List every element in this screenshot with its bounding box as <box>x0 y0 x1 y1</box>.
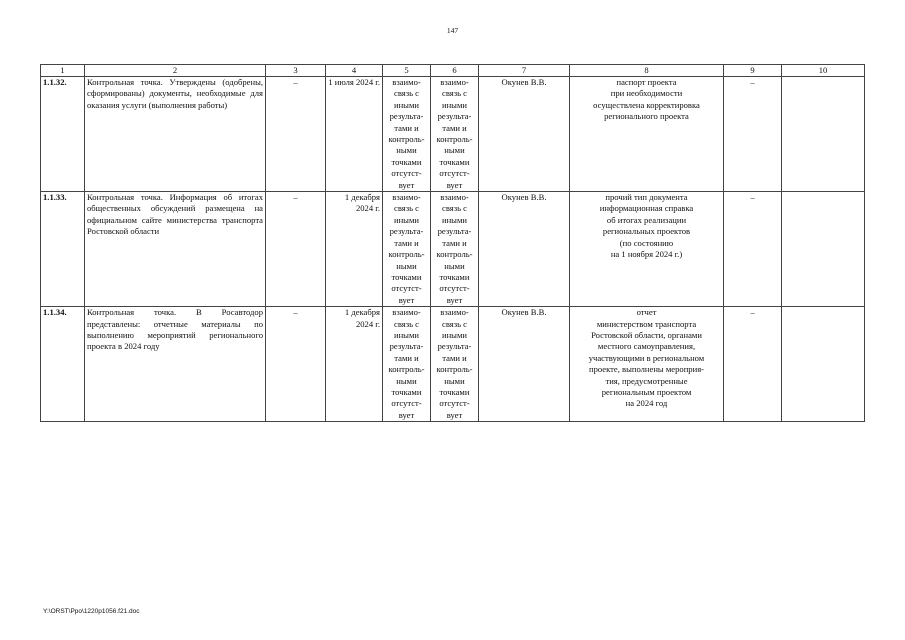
document-text-line: при необходимости <box>610 88 683 99</box>
relation-text-line: отсутст- <box>439 283 470 294</box>
deadline-date: 1 декабря 2024 г. <box>326 192 383 307</box>
relation-text-line: взаимо- <box>440 192 469 203</box>
document-text-line: отчет <box>636 307 657 318</box>
relation-text-line: контроль- <box>436 134 473 145</box>
relation-text-line: отсутст- <box>391 168 422 179</box>
document-text-line: местного самоуправления, <box>597 341 696 352</box>
column-3-value: – <box>266 192 326 307</box>
column-header: 2 <box>85 65 266 77</box>
column-10-value <box>782 307 865 422</box>
relation-text-line: связь с <box>442 318 467 329</box>
relation-cell-6 <box>431 77 479 192</box>
deadline-date: 1 декабря 2024 г. <box>326 307 383 422</box>
relation-text-line: тами и <box>442 122 467 133</box>
column-header: 7 <box>479 65 570 77</box>
document-text-line: Ростовской области, органами <box>591 329 702 340</box>
relation-text-line: контроль- <box>388 364 425 375</box>
relation-text-line: вует <box>398 294 415 305</box>
relation-text-line: отсутст- <box>391 398 422 409</box>
relation-text-line: связь с <box>442 88 467 99</box>
control-point-name: Контрольная точка. Утверждены (одобрены, сформированы) документы, необходимые для оказания услуги (выполнения работы) <box>85 77 266 192</box>
relation-text-line: отсутст- <box>439 398 470 409</box>
relation-text-line: взаимо- <box>392 192 421 203</box>
relation-text-line: иными <box>393 329 419 340</box>
column-9-value: – <box>724 192 782 307</box>
relation-text-line: контроль- <box>388 134 425 145</box>
table-body <box>41 77 865 422</box>
relation-text-line: ными <box>444 375 465 386</box>
relation-text-line: ными <box>396 145 417 156</box>
column-header: 3 <box>266 65 326 77</box>
relation-text-line: иными <box>441 99 467 110</box>
relation-text-line: точками <box>391 386 422 397</box>
table-row <box>41 192 865 307</box>
relation-text-line: результа- <box>437 111 472 122</box>
column-10-value <box>782 77 865 192</box>
relation-text-line: результа- <box>437 341 472 352</box>
document-type-cell <box>570 77 724 192</box>
row-number: 1.1.32. <box>41 77 85 192</box>
relation-text-line: отсутст- <box>391 283 422 294</box>
relation-text-line: связь с <box>442 203 467 214</box>
column-9-value: – <box>724 77 782 192</box>
control-point-name: Контрольная точка. В Росавтодор представлены: отчетные материалы по выполнению мероприятий регионального проекта в 2024 году <box>85 307 266 422</box>
relation-text-line: взаимо- <box>392 77 421 87</box>
column-number-row <box>41 65 865 77</box>
relation-text-line: результа- <box>437 226 472 237</box>
column-header: 1 <box>41 65 85 77</box>
relation-cell-6 <box>431 192 479 307</box>
relation-cell-5 <box>383 192 431 307</box>
document-text-line: проекте, выполнены мероприя- <box>588 364 705 375</box>
relation-text-line: иными <box>393 99 419 110</box>
responsible-person: Окунев В.В. <box>479 192 570 307</box>
document-type-cell <box>570 192 724 307</box>
column-9-value: – <box>724 307 782 422</box>
document-type-cell <box>570 307 724 422</box>
relation-text-line: тами и <box>442 237 467 248</box>
document-text-line: об итогах реализации <box>606 214 687 225</box>
relation-text-line: точками <box>439 156 470 167</box>
document-text-line: на 1 ноября 2024 г.) <box>610 249 683 260</box>
relation-text-line: результа- <box>389 341 424 352</box>
relation-text-line: ными <box>396 375 417 386</box>
relation-text-line: тами и <box>394 237 419 248</box>
relation-text-line: отсутст- <box>439 168 470 179</box>
relation-text-line: связь с <box>394 88 419 99</box>
relation-text-line: вует <box>398 409 415 420</box>
document-text-line: осуществлена корректировка <box>593 99 700 110</box>
document-text-line: регионального проекта <box>604 111 689 122</box>
document-text-line: информационная справка <box>599 203 694 214</box>
document-text-line: на 2024 год <box>625 398 668 409</box>
document-text-line: региональным проектом <box>601 386 692 397</box>
relation-text-line: связь с <box>394 203 419 214</box>
relation-text-line: иными <box>441 329 467 340</box>
relation-text-line: результа- <box>389 111 424 122</box>
column-3-value: – <box>266 77 326 192</box>
relation-text-line: контроль- <box>436 364 473 375</box>
relation-text-line: взаимо- <box>392 307 421 318</box>
document-text-line: участвующими в региональном <box>588 352 705 363</box>
relation-text-line: иными <box>393 214 419 225</box>
relation-text-line: вует <box>446 409 463 420</box>
relation-text-line: тами и <box>442 352 467 363</box>
relation-text-line: тами и <box>394 122 419 133</box>
relation-text-line: точками <box>391 271 422 282</box>
relation-text-line: взаимо- <box>440 307 469 318</box>
table-row <box>41 307 865 422</box>
relation-text-line: точками <box>391 156 422 167</box>
relation-cell-5 <box>383 307 431 422</box>
column-header: 9 <box>724 65 782 77</box>
column-header: 4 <box>326 65 383 77</box>
relation-text-line: связь с <box>394 318 419 329</box>
relation-text-line: иными <box>441 214 467 225</box>
relation-cell-5 <box>383 77 431 192</box>
relation-cell-6 <box>431 307 479 422</box>
document-text-line: прочий тип документа <box>605 192 688 203</box>
column-header: 8 <box>570 65 724 77</box>
footer-file-path: Y:\ORST\Ppo\1220p1056.f21.doc <box>43 608 140 615</box>
responsible-person: Окунев В.В. <box>479 307 570 422</box>
column-header: 10 <box>782 65 865 77</box>
column-header: 6 <box>431 65 479 77</box>
relation-text-line: ными <box>444 145 465 156</box>
column-header: 5 <box>383 65 431 77</box>
relation-text-line: ными <box>444 260 465 271</box>
row-number: 1.1.34. <box>41 307 85 422</box>
responsible-person: Окунев В.В. <box>479 77 570 192</box>
row-number: 1.1.33. <box>41 192 85 307</box>
document-text-line: тия, предусмотренные <box>605 375 688 386</box>
relation-text-line: контроль- <box>388 249 425 260</box>
relation-text-line: взаимо- <box>440 77 469 87</box>
relation-text-line: точками <box>439 386 470 397</box>
document-text-line: региональных проектов <box>602 226 691 237</box>
column-10-value <box>782 192 865 307</box>
relation-text-line: вует <box>446 179 463 190</box>
relation-text-line: контроль- <box>436 249 473 260</box>
deadline-date: 1 июля 2024 г. <box>326 77 383 192</box>
control-point-name: Контрольная точка. Информация об итогах общественных обсуждений размещена на официальном сайте министерства транспорта Ростовской области <box>85 192 266 307</box>
relation-text-line: ными <box>396 260 417 271</box>
document-text-line: паспорт проекта <box>616 77 677 87</box>
relation-text-line: вует <box>398 179 415 190</box>
relation-text-line: результа- <box>389 226 424 237</box>
document-text-line: министерством транспорта <box>596 318 697 329</box>
relation-text-line: вует <box>446 294 463 305</box>
document-text-line: (по состоянию <box>619 237 674 248</box>
column-3-value: – <box>266 307 326 422</box>
table-row <box>41 77 865 192</box>
relation-text-line: точками <box>439 271 470 282</box>
relation-text-line: тами и <box>394 352 419 363</box>
page-number: 147 <box>446 26 459 35</box>
control-points-table <box>40 64 865 422</box>
